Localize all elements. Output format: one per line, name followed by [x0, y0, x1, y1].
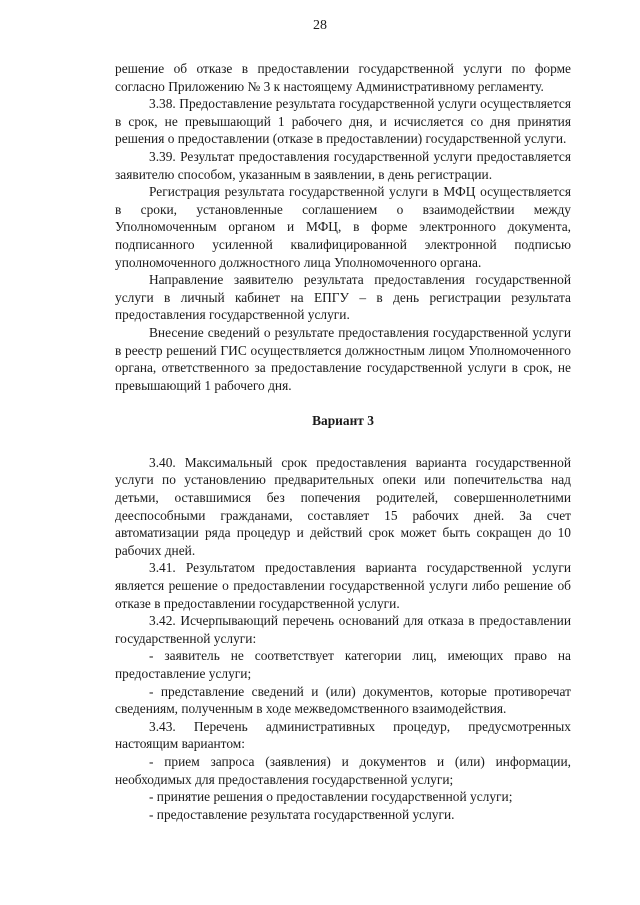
- paragraph: решение об отказе в предоставлении государственной услуги по форме согласно Приложению № 3 к настоящему Административному регламенту.: [115, 61, 571, 94]
- paragraph: 3.40. Максимальный срок предоставления варианта государственной услуги по установлению предварительных опеки или попечительства над детьми, оставшимися без попечения родителей, совершеннолетними дееспособными гражданами, составляет 15 рабочих дней. За счет автоматизации ряда процедур и действий срок может быть сокращен до 10 рабочих дней.: [115, 454, 571, 558]
- section-heading: Вариант 3: [312, 413, 374, 429]
- paragraph: Внесение сведений о результате предоставления государственной услуги в реестр решений ГИС осуществляется должностным лицом Уполномоченного органа, ответственного за предоставление государственной услуги в срок, не превышающий 1 рабочего дня.: [115, 324, 571, 393]
- paragraph: 3.38. Предоставление результата государственной услуги осуществляется в срок, не превышающий 1 рабочего дня, и исчисляется со дня принятия решения о предоставлении (отказе в предоставлении) государственной услуги.: [115, 96, 571, 147]
- paragraph: 3.42. Исчерпывающий перечень оснований для отказа в предоставлении государственной услуги:: [115, 613, 571, 646]
- paragraph: Регистрация результата государственной услуги в МФЦ осуществляется в сроки, установленные соглашением о взаимодействии между Уполномоченным органом и МФЦ, в форме электронного документа, подписанного усиленной квалифицированной электронной подписью уполномоченного должностного лица Уполномоченного органа.: [115, 184, 571, 270]
- paragraph: 3.39. Результат предоставления государственной услуги предоставляется заявителю способом, указанным в заявлении, в день регистрации.: [115, 148, 571, 182]
- page-number: 28: [313, 18, 327, 33]
- list-item: - предоставление результата государственной услуги.: [149, 806, 455, 822]
- document-body: [115, 60, 571, 823]
- list-item: - заявитель не соответствует категории лиц, имеющих право на предоставление услуги;: [115, 648, 571, 681]
- paragraph: 3.41. Результатом предоставления варианта государственной услуги является решение о предоставлении государственной услуги либо решение об отказе в предоставлении государственной услуги.: [115, 560, 571, 611]
- list-item: - принятие решения о предоставлении государственной услуги;: [149, 789, 513, 805]
- list-item: - прием запроса (заявления) и документов и (или) информации, необходимых для предоставления государственной услуги;: [115, 753, 571, 787]
- paragraph: Направление заявителю результата предоставления государственной услуги в личный кабинет на ЕПГУ – в день регистрации результата предоставления государственной услуги.: [115, 272, 571, 323]
- list-item: - представление сведений и (или) документов, которые противоречат сведениям, полученным в ходе межведомственного взаимодействия.: [115, 683, 571, 717]
- section-top: [115, 60, 571, 394]
- section-bottom: [115, 454, 571, 823]
- paragraph: 3.43. Перечень административных процедур, предусмотренных настоящим вариантом:: [115, 718, 571, 752]
